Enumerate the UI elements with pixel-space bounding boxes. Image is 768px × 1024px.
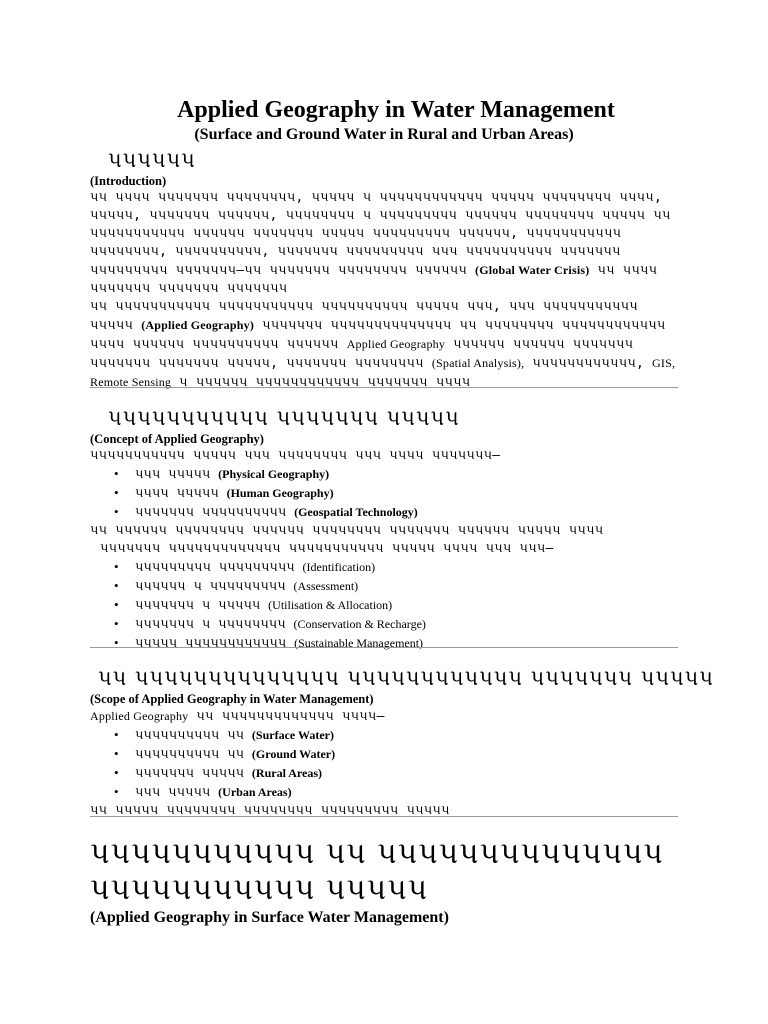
introduction-paragraph-2 [90,298,682,392]
concept-heading-en: (Concept of Applied Geography) [90,432,264,446]
intro-p2-text-4: પપપપપપપપપપપપ, [532,356,644,371]
introduction-heading-en: (Introduction) [90,174,167,188]
list-item: • પપપ પપપપપ (Urban Areas) [114,784,292,800]
intro-p1-en: (Global Water Crisis) [475,263,590,277]
section-divider [90,647,678,648]
surface-water-heading-line-1: પપપપપપપપપપપ પપ પપપપપપપપપપપપપપ [90,836,664,871]
concept-mid-line-1: પપ પપપપપપ પપપપપપપપ પપપપપપ પપપપપપપપ પપપપપપપ પપપપપપ પપપપપ પપપપ [90,523,604,538]
scope-list [90,726,682,802]
intro-p2-en-2: Applied Geography [346,337,446,351]
list-item: • પપપપપપ પ પપપપપપપપપ (Assessment) [114,578,359,594]
surface-water-section [90,836,682,928]
introduction-paragraph-1 [90,189,682,298]
intro-p2-en-4: GIS, Remote Sensing [90,356,676,389]
surface-water-heading-line-2: પપપપપપપપપપપ પપપપપ [90,872,429,907]
list-item: • પપપપપપપપપ પપપપપપપપપ (Identification) [114,559,376,575]
concept-list [90,465,682,522]
concept-lead: પપપપપપપપપપપ પપપપપ પપપ પપપપપપપપ પપપ પપપપ પપપપપપપ— [90,448,501,463]
intro-p2-en-1: (Applied Geography) [141,318,255,332]
concept-heading: પપપપપપપપપપપ પપપપપપપ પપપપપ [108,406,460,430]
intro-p2-text-1: પપ પપપપપપપપપપપ પપપપપપપપપપપ પપપપપપપપપપ પપપપપ પપપ, પપપ પપપપપપપપપપપ પપપપપ [90,299,638,333]
concept-steps-list [90,558,682,653]
list-item: • પપપપપપપ પ પપપપપ (Utilisation & Allocation) [114,597,393,613]
intro-p2-en-3: (Spatial Analysis), [431,356,525,370]
introduction-heading: પપપપપપ [108,148,196,172]
intro-p2-text-5: પ પપપપપપ પપપપપપપપપપપપ પપપપપપપ પપપપ [179,375,471,390]
list-item: • પપપપ પપપપપ (Human Geography) [114,485,334,501]
list-item: • પપપપપ પપપપપપપપપપપપ (Sustainable Management) [114,635,424,651]
scope-section [90,664,714,820]
scope-heading-en: (Scope of Applied Geography in Water Management) [90,692,374,706]
list-item: • પપપપપપપપપપ પપ (Surface Water) [114,727,334,743]
scope-lead: Applied Geography પપ પપપપપપપપપપપપપ પપપપ— [90,709,385,724]
intro-p1-tail: પપ પપપપ પપપપપપપ પપપપપપપ પપપપપપપ [90,263,658,296]
concept-mid-line-2: પપપપપપપ પપપપપપપપપપપપપ પપપપપપપપપપપ પપપપપ પપપપ પપપ પપપ— [100,541,554,556]
surface-water-heading-en: (Applied Geography in Surface Water Management) [90,909,449,926]
intro-p2-text-2: પપપપપપપ પપપપપપપપપપપપપપ પપ પપપપપપપપ પપપપપપપપપપપપ પપપપ પપપપપપ પપપપપપપપપપ પપપપપપ [90,318,666,352]
scope-tail: પપ પપપપપ પપપપપપપપ પપપપપપપપ પપપપપપપપપ પપપપપ [90,803,450,818]
intro-p1-text: પપ પપપપ પપપપપપપ પપપપપપપપ, પપપપપ પ પપપપપપપપપપપપ પપપપપ પપપપપપપપ પપપપ, પપપપપ, પપપપપપપ પપપપપપ, પપપપપપપપ પ પપપપપપપપપ પપપપપપ પપપપપપપપ પપપપપ પપ પપપપપપપપપપપ પપપપપપ પપપપપપપ પપપપપ પપપપપપપપપ પપપપપપ, પપપપપપપપપપપ પપપપપપપપ, પપપપપપપપપપ, પપપપપપપ પપપપપપપપપ પપપ પપપપપપપપપપ પપપપપપપ પપપપપપપપપ પપપપપપપ—પપ પપપપપપપ પપપપપપપપ પપપપપપ [90,190,671,278]
list-item: • પપપપપપપ પ પપપપપપપપ (Conservation & Recharge) [114,616,426,632]
list-item: • પપપપપપપપપપ પપ (Ground Water) [114,746,336,762]
section-divider [90,816,678,817]
intro-p2-text-3: પપપપપપ પપપપપપ પપપપપપપ પપપપપપપ પપપપપપપ પપપપપ, પપપપપપપ પપપપપપપપ [90,337,634,371]
document-subtitle: (Surface and Ground Water in Rural and Urban Areas) [194,126,574,143]
section-divider [90,387,678,388]
scope-heading: પપ પપપપપપપપપપપપપપ પપપપપપપપપપપપ પપપપપપપ પપપપપ [98,666,714,690]
list-item: • પપપપપપપ પપપપપપપપપપ (Geospatial Technology) [114,504,418,520]
list-item: • પપપપપપપ પપપપપ (Rural Areas) [114,765,323,781]
concept-section [90,404,682,653]
introduction-section [90,146,682,392]
document-title: Applied Geography in Water Management [177,97,615,123]
list-item: • પપપ પપપપપ (Physical Geography) [114,466,330,482]
